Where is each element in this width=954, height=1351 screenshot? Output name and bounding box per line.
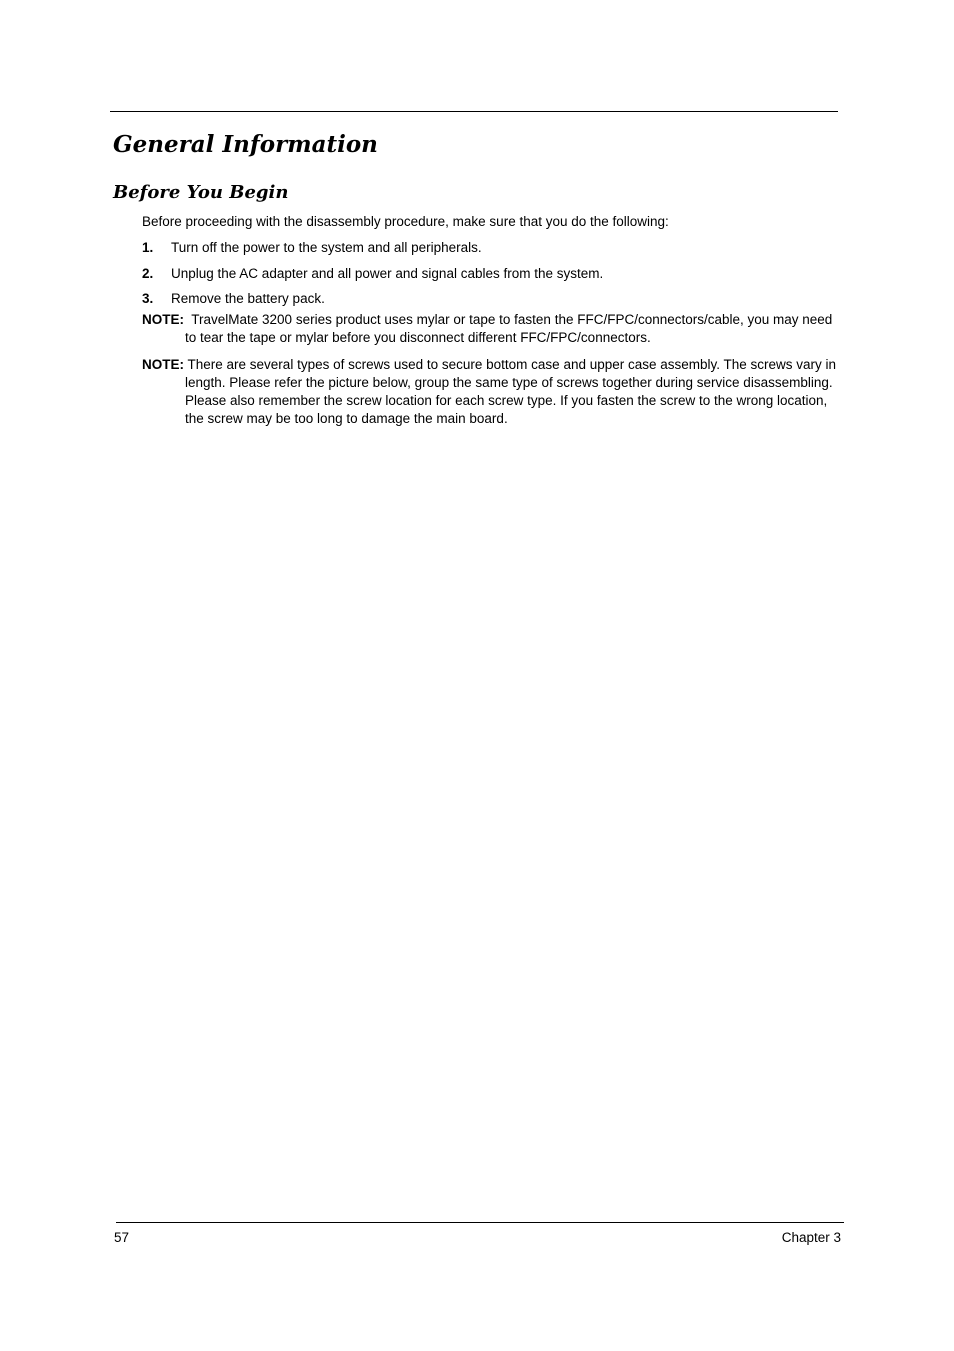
step-text: Unplug the AC adapter and all power and signal cables from the system.	[171, 266, 604, 281]
note-label: NOTE:	[142, 312, 184, 327]
note-text: There are several types of screws used to secure bottom case and upper case assembly. The screws vary in length. Please refer the picture below, group the same type of screws together during service disassembling. Please also remember the screw location for each screw type. If you fasten the screw to the wrong location, the screw may be too long to damage the main board.	[185, 357, 837, 426]
note-label: NOTE:	[142, 357, 184, 372]
note-text: TravelMate 3200 series product uses mylar or tape to fasten the FFC/FPC/connectors/cable, you may need to tear the tape or mylar before you disconnect different FFC/FPC/connectors.	[185, 312, 833, 345]
step-item-2	[142, 265, 603, 283]
step-text: Remove the battery pack.	[171, 291, 325, 306]
step-text: Turn off the power to the system and all peripherals.	[171, 240, 482, 255]
page-title: General Information	[113, 131, 378, 158]
step-item-1	[142, 239, 482, 257]
footer-rule	[116, 1222, 844, 1223]
note-mylar	[142, 311, 842, 347]
step-number: 1.	[142, 240, 154, 255]
intro-paragraph: Before proceeding with the disassembly procedure, make sure that you do the following:	[142, 214, 669, 229]
step-item-3	[142, 290, 325, 308]
chapter-label: Chapter 3	[781, 1230, 841, 1245]
note-screws	[142, 356, 842, 428]
header-rule	[110, 111, 838, 112]
page-number: 57	[114, 1230, 130, 1245]
step-number: 3.	[142, 291, 154, 306]
section-heading: Before You Begin	[113, 182, 289, 203]
step-number: 2.	[142, 266, 154, 281]
